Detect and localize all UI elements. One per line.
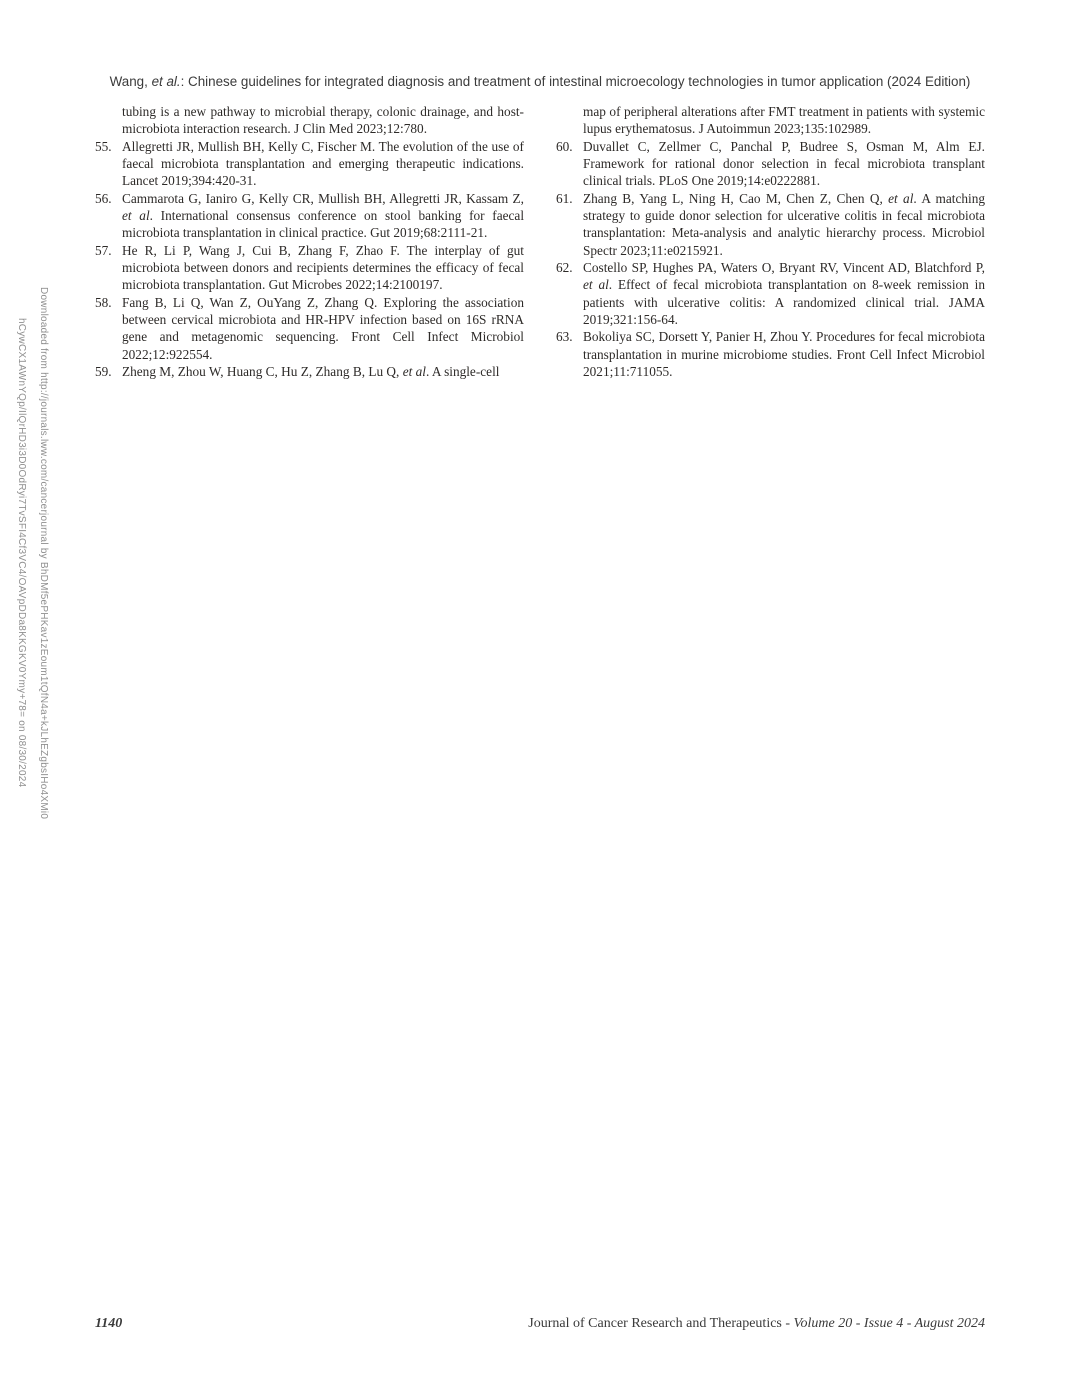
reference-text: Zhang B, Yang L, Ning H, Cao M, Chen Z, Chen Q, et al. A matching strategy to guide donor selection for ulcerative colitis in fecal microbiota transplantation: Meta-analysis and analytic hierarchy process. Microbiol Spectr 2023;11:e0215921.: [583, 190, 986, 258]
reference-number: 59.: [95, 364, 112, 380]
reference-number: 63.: [556, 329, 573, 345]
page-footer: [95, 1316, 985, 1332]
reference-number: 61.: [556, 190, 573, 206]
reference-text: Duvallet C, Zellmer C, Panchal P, Budree S, Osman M, Alm EJ. Framework for rational donor selection in fecal microbiota transplant clinical trials. PLoS One 2019;14:e0222881.: [583, 138, 985, 189]
reference-text: Allegretti JR, Mullish BH, Kelly C, Fischer M. The evolution of the use of faecal microbiota transplantation and emerging therapeutic indications. Lancet 2019;394:420-31.: [122, 138, 524, 189]
reference-item: [95, 242, 524, 294]
reference-item: [95, 363, 524, 380]
reference-text: Costello SP, Hughes PA, Waters O, Bryant RV, Vincent AD, Blatchford P, et al. Effect of fecal microbiota transplantation on 8-week remission in patients with ulcerative colitis: A randomized clinical trial. JAMA 2019;321:156-64.: [583, 260, 986, 328]
reference-item: [95, 138, 524, 190]
reference-number: 55.: [95, 138, 112, 154]
references-section: [95, 103, 985, 381]
reference-item: [95, 190, 524, 242]
reference-item: [556, 328, 985, 380]
reference-text: Zheng M, Zhou W, Huang C, Hu Z, Zhang B, Lu Q, et al. A single-cell: [122, 364, 500, 380]
reference-number: 62.: [556, 260, 573, 276]
reference-list-left: [95, 138, 524, 381]
reference-item: [556, 190, 985, 259]
watermark-line-1: Downloaded from http://journals.lww.com/cancerjournal by BhDMf5ePHKav1zEoum1tQfN4a+kJLhEZgbsIHo4XMi0: [38, 286, 49, 820]
reference-continuation: map of peripheral alterations after FMT treatment in patients with systemic lupus erythematosus. J Autoimmun 2023;135:102989.: [583, 104, 985, 137]
reference-item: [556, 138, 985, 190]
reference-number: 57.: [95, 242, 112, 258]
references-column-left: [95, 103, 524, 381]
running-head-title: Wang, et al.: Chinese guidelines for integrated diagnosis and treatment of intestinal microecology technologies in tumor application (2024 Edition): [109, 74, 971, 89]
reference-item: [95, 294, 524, 363]
reference-number: 58.: [95, 294, 112, 310]
reference-text: Bokoliya SC, Dorsett Y, Panier H, Zhou Y. Procedures for fecal microbiota transplantation in murine microbiome studies. Front Cell Infect Microbiol 2021;11:711055.: [583, 329, 985, 380]
reference-number: 60.: [556, 138, 573, 154]
reference-text: Fang B, Li Q, Wan Z, OuYang Z, Zhang Q. Exploring the association between cervical microbiota and HR-HPV infection based on 16S rRNA gene and metagenomic sequencing. Front Cell Infect Microbiol 2022;12:922554.: [122, 294, 524, 362]
reference-continuation: tubing is a new pathway to microbial therapy, colonic drainage, and host-microbiota interaction research. J Clin Med 2023;12:780.: [122, 104, 524, 137]
reference-text: He R, Li P, Wang J, Cui B, Zhang F, Zhao F. The interplay of gut microbiota between donors and recipients determines the efficacy of fecal microbiota transplantation. Gut Microbes 2022;14:2100197.: [122, 242, 524, 293]
journal-footer-line: Journal of Cancer Research and Therapeutics - Volume 20 - Issue 4 - August 2024: [528, 1316, 985, 1331]
reference-number: 56.: [95, 190, 112, 206]
reference-list-right: [556, 138, 985, 381]
watermark-line-2: hCywCX1AWnYQp/IlQrHD3i3D0OdRyi7TvSFI4Cf3VC4/OAVpDDa8KKGKV0Ymy+78= on 08/30/2024: [16, 318, 27, 788]
references-column-right: [556, 103, 985, 381]
page-number: 1140: [95, 1316, 123, 1331]
reference-item: [556, 259, 985, 328]
download-watermark: [10, 244, 54, 862]
reference-text: Cammarota G, Ianiro G, Kelly CR, Mullish BH, Allegretti JR, Kassam Z, et al. International consensus conference on stool banking for faecal microbiota transplantation in clinical practice. Gut 2019;68:2111-21.: [122, 190, 525, 241]
